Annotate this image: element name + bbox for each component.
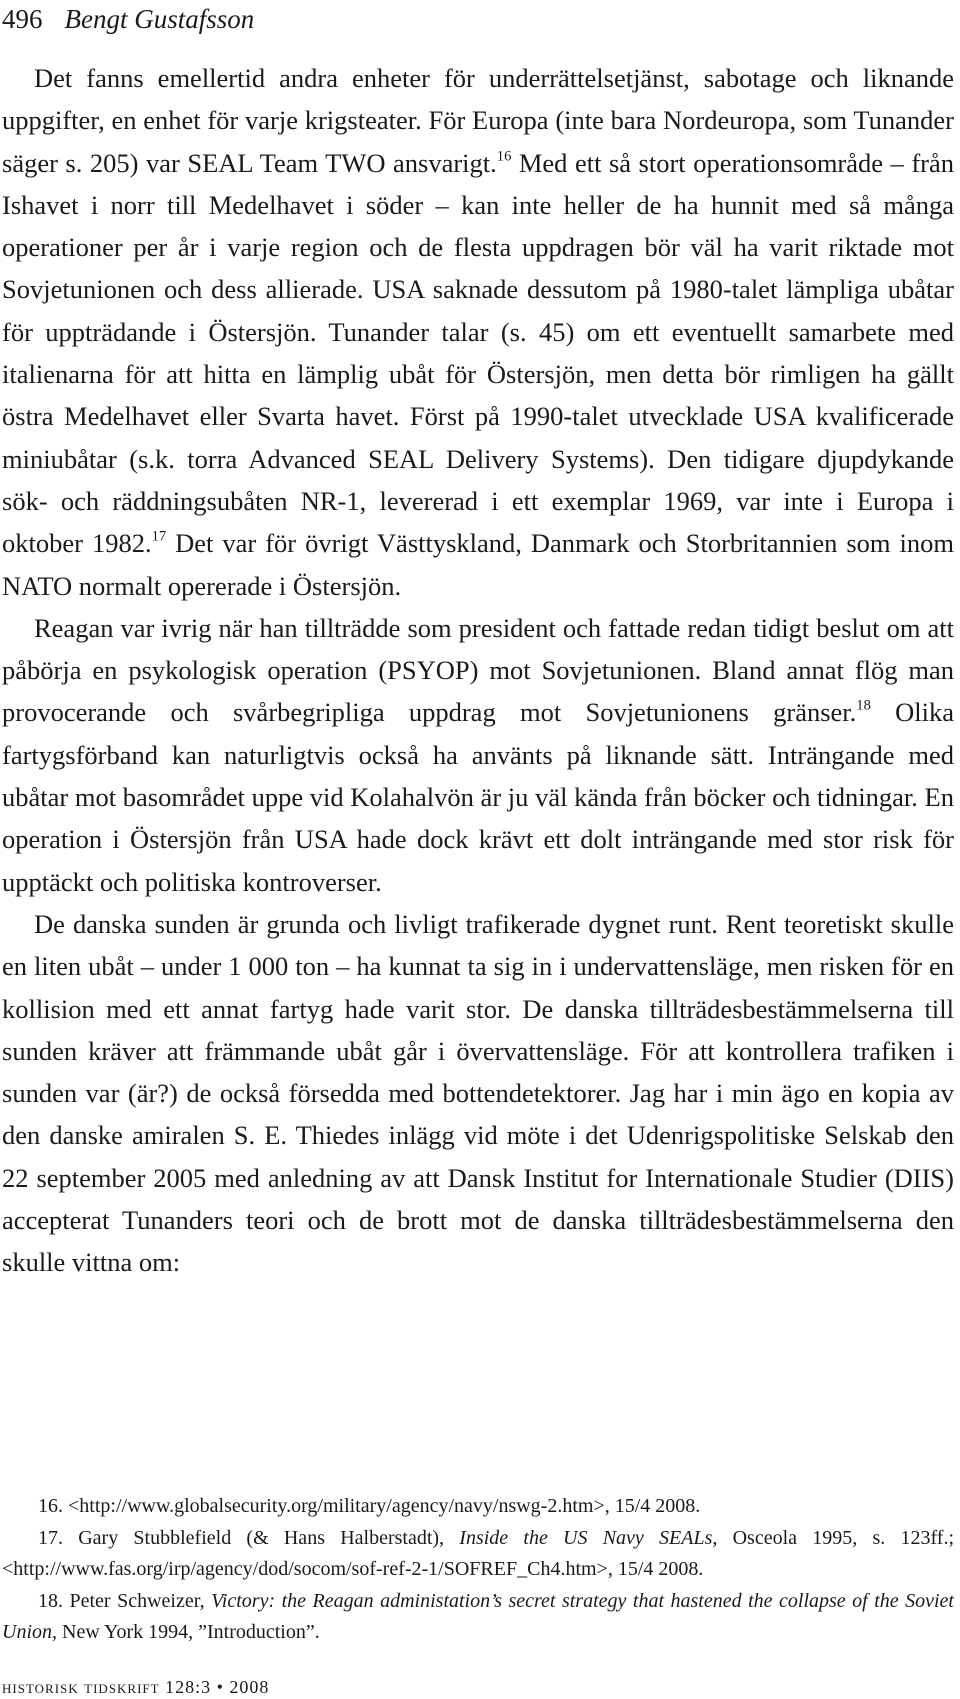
paragraph-2-part-b: Olika fartygsförband kan naturligtvis också ha använts på liknande sätt. Inträngande med ubåtar mot basområdet uppe vid Kolahalvön är ju väl kända från böcker och tidningar. En operation i Östersjön från USA hade dock krävt ett dolt inträngande med stor risk för upptäckt och politiska kontroverser. [2,697,955,897]
paragraph-3-text: De danska sunden är grunda och livligt trafikerade dygnet runt. Rent teoretiskt skulle en liten ubåt – under 1 000 ton – ha kunnat ta sig in i undervattensläge, men risken för en kollision med ett annat fartyg hade varit stor. De danska tillträdesbestämmelserna till sunden kräver att främmande ubåt går i övervattensläge. För att kontrollera trafiken i sunden var (är?) de också försedda med bottendetektorer. Jag har i min ägo en kopia av den danske amiralen S. E. Thiedes inlägg vid möte i det Udenrigspolitiske Selskab den 22 september 2005 med anledning av att Dansk Institut for Internationale Studier (DIIS) accepterat Tunanders teori och de brott mot de danska tillträdesbestämmelserna den skulle vittna om: [2,908,954,1278]
paragraph-2 [2,607,954,903]
paragraph-3 [2,903,954,1284]
paragraph-1-part-a: Det fanns emellertid andra enheter för underrättelsetjänst, sabotage och liknande uppgifter, en enhet för varje krigsteater. För Europa (inte bara Nordeuropa, som Tunander säger s. 205) var SEAL Team TWO ansvarigt. [2,63,954,178]
journal-footer: historisk tidskrift 128:3 • 2008 [2,1677,270,1697]
paragraph-1 [2,57,954,607]
paragraph-1-part-b: Med ett så stort operationsområde – från Ishavet i norr till Medelhavet i söder – kan inte heller de ha hunnit med så många operationer per år i varje region och de flesta uppdragen bör väl ha varit riktade mot Sovjetunionen och dess allierade. USA saknade dessutom på 1980-talet lämpliga ubåtar för uppträdande i Östersjön. Tunander talar (s. 45) om ett eventuellt samarbete med italienarna för att hitta en lämplig ubåt för Östersjön, men detta bör rimligen ha gällt östra Medelhavet eller Svarta havet. Först på 1990-talet utvecklade USA kvalificerade miniubåtar (s.k. torra Advanced SEAL Delivery Systems). Den tidigare djupdykande sök- och räddningsubåten NR-1, levererad i ett exemplar 1969, var inte i Europa i oktober 1982. [2,147,954,559]
footnote-16-text: 16. <http://www.globalsecurity.org/military/agency/navy/nswg-2.htm>, 15/4 2008. [38,1495,701,1517]
running-head [2,2,254,36]
footnote-ref-16: 16 [496,147,512,164]
running-head-author: Bengt Gustafsson [64,4,255,34]
footnote-16 [2,1491,954,1523]
footnote-17-rest: , Osceola 1995, s. 123ff.; <http://www.fas.org/irp/agency/dod/socom/sof-ref-2-1/SOFREF_Ch4.htm>, 15/4 2008. [2,1526,954,1580]
page-number: 496 [2,4,43,34]
paragraph-2-part-a: Reagan var ivrig när han tillträdde som president och fattade redan tidigt beslut om att påbörja en psykologisk operation (PSYOP) mot Sovjetunionen. Bland annat flög man provocerande och svårbegripliga uppdrag mot Sovjetunionens gränser. [2,612,954,728]
footnote-17 [2,1523,954,1586]
footnote-ref-17: 17 [151,528,167,545]
paragraph-1-part-c: Det var för övrigt Västtyskland, Danmark och Storbritannien som inom NATO normalt opererade i Östersjön. [2,528,954,601]
footnote-18-title: Victory: the Reagan administation’s secret strategy that hastened the collapse of the Soviet Union [2,1589,954,1643]
footnote-18 [2,1586,954,1649]
body-text [2,57,954,1284]
footnotes [2,1491,954,1649]
footnote-18-rest: , New York 1994, ”Introduction”. [52,1621,320,1643]
footnote-17-title: Inside the US Navy SEALs [459,1526,713,1549]
footnote-17-lead: 17. Gary Stubblefield (& Hans Halberstadt), [38,1526,460,1549]
footnote-ref-18: 18 [856,697,871,714]
footnote-18-lead: 18. Peter Schweizer, [38,1589,212,1612]
